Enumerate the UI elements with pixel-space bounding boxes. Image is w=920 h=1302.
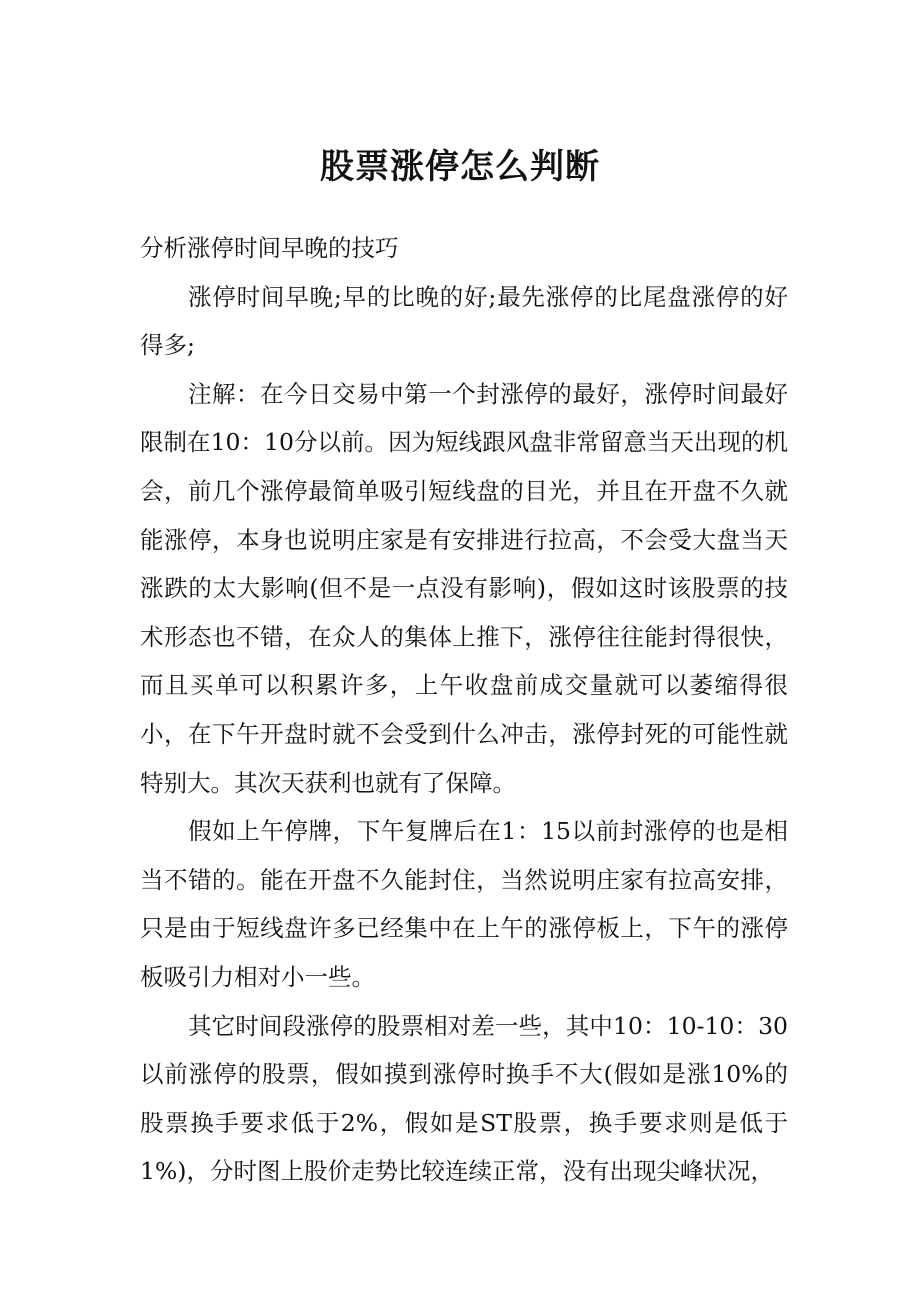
document-title: 股票涨停怎么判断 [320,147,600,187]
paragraph-2: 注解：在今日交易中第一个封涨停的最好，涨停时间最好限制在10：10分以前。因为短线跟风盘非常留意当天出现的机会，前几个涨停最简单吸引短线盘的目光，并且在开盘不久就能涨停，本身也说明庄家是有安排进行拉高，不会受大盘当天涨跌的太大影响(但不是一点没有影响)，假如这时该股票的技术形态也不错，在众人的集体上推下，涨停往往能封得很快，而且买单可以积累许多，上午收盘前成交量就可以萎缩得很小，在下午开盘时就不会受到什么冲击，涨停封死的可能性就特别大。其次天获利也就有了保障。 [140,379,788,797]
paragraph-1: 涨停时间早晚;早的比晚的好;最先涨停的比尾盘涨停的好得多; [140,282,788,360]
section-heading: 分析涨停时间早晚的技巧 [140,234,399,262]
paragraph-4: 其它时间段涨停的股票相对差一些，其中10：10-10：30以前涨停的股票，假如摸到涨停时换手不大(假如是涨10%的股票换手要求低于2%，假如是ST股票，换手要求则是低于1%)，分时图上股价走势比较连续正常，没有出现尖峰状况， [140,1011,788,1186]
document-body [140,224,788,1196]
paragraph-3: 假如上午停牌，下午复牌后在1：15以前封涨停的也是相当不错的。能在开盘不久能封住，当然说明庄家有拉高安排，只是由于短线盘许多已经集中在上午的涨停板上，下午的涨停板吸引力相对小一些。 [140,817,788,991]
